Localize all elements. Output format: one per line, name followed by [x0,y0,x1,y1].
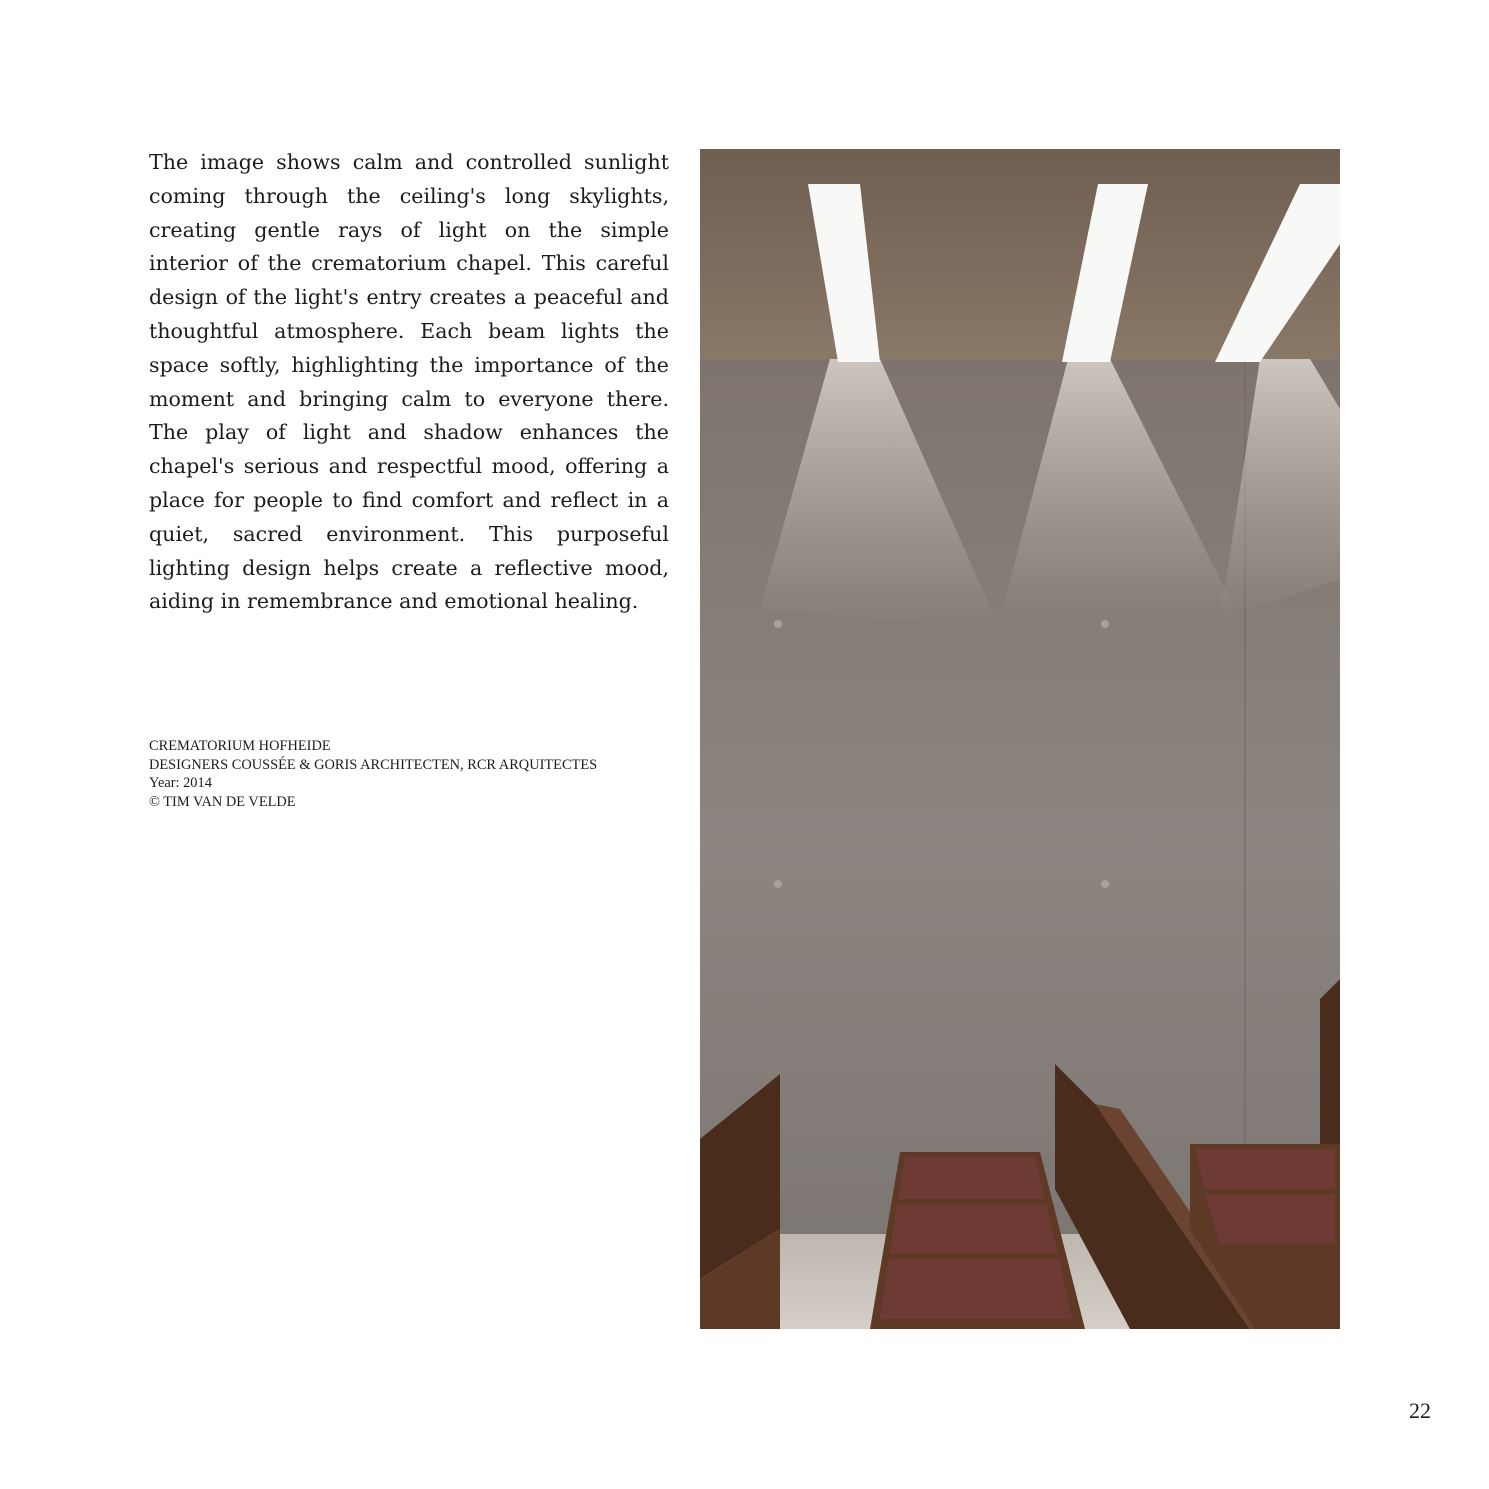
credit-copyright: © TIM VAN DE VELDE [149,793,296,810]
chapel-photo-illustration [700,149,1340,1329]
chapel-photo [700,149,1340,1329]
photo-credits [149,737,689,811]
credit-year: Year: 2014 [149,775,212,791]
credit-project-name: CREMATORIUM HOFHEIDE [149,738,331,754]
page-number: 22 [1409,1398,1431,1423]
article-body-text: The image shows calm and controlled sunlight coming through the ceiling's long skylights, creating gentle rays of light on the simple interior of the crematorium chapel. This careful design of the light's entry creates a peaceful and thoughtful atmosphere. Each beam lights the space softly, highlighting the importance of the moment and bringing calm to everyone there. The play of light and shadow enhances the chapel's serious and respectful mood, offering a place for people to find comfort and reflect in a quiet, sacred environment. This purposeful lighting design helps create a reflective mood, aiding in remembrance and emotional healing. [149,150,669,614]
credit-designers: DESIGNERS COUSSÉE & GORIS ARCHITECTEN, RCR ARQUITECTES [149,756,598,773]
